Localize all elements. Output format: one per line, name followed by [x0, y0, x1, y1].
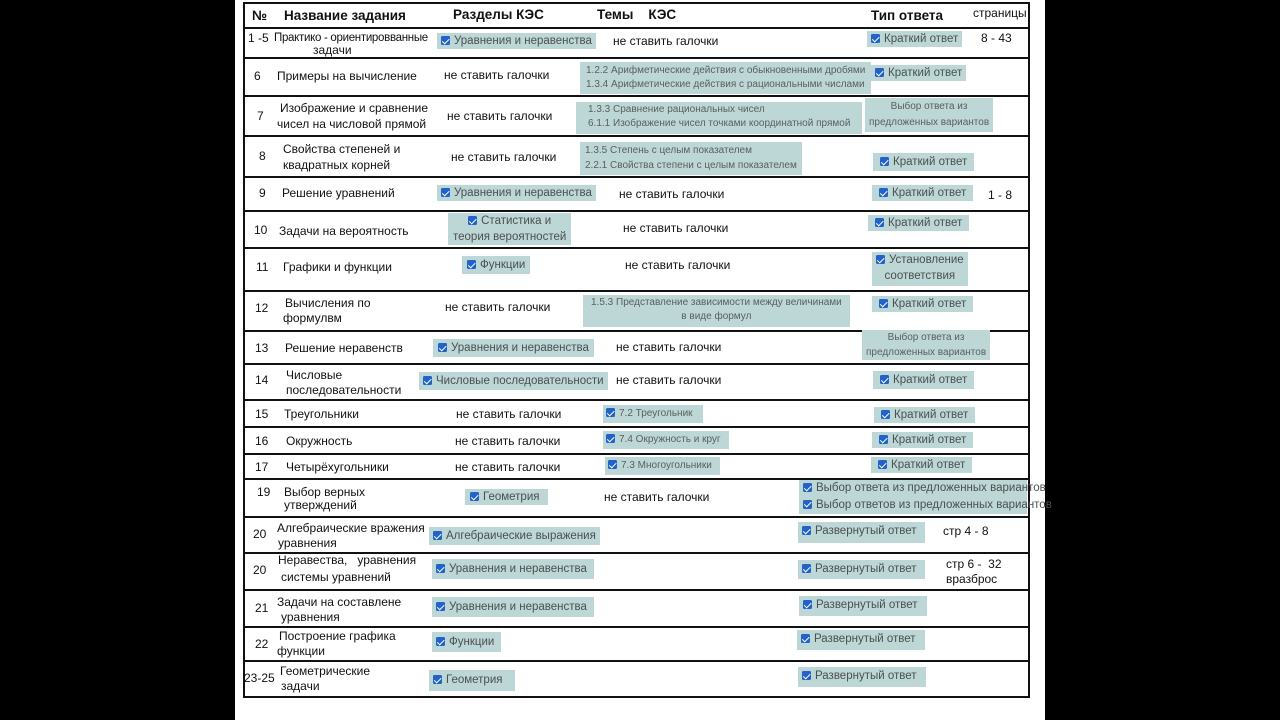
task-name: Выбор верных	[284, 485, 366, 499]
checkbox-checked-icon[interactable]	[803, 600, 812, 609]
tag-label: Числовые последовательности	[436, 375, 604, 387]
tag-label: Функции	[480, 259, 526, 271]
row-number: 12	[255, 301, 269, 315]
topic-note: не ставить галочки	[604, 490, 710, 504]
kes-section-tag[interactable]	[429, 670, 515, 691]
topic-line: 2.2.1 Свойства степени с целым показателем	[585, 160, 797, 171]
task-name: Неравества, уравнения	[278, 553, 417, 567]
row-number: 9	[259, 186, 266, 200]
topic-note: не ставить галочки	[625, 258, 731, 272]
answer-type-tag[interactable]	[871, 65, 966, 81]
tag-label: 7.2 Треугольник	[619, 408, 693, 419]
checkbox-checked-icon[interactable]	[470, 492, 479, 501]
tag-label: Выбор ответов из предложенных вариантов	[816, 498, 1052, 511]
answer-type-tag[interactable]	[865, 98, 993, 132]
answer-type-tag[interactable]	[798, 560, 925, 579]
row-number: 23-25	[244, 671, 275, 685]
tag-label: Краткий ответ	[892, 434, 967, 446]
task-name: Практико - ориентировванные	[274, 32, 428, 44]
tag-label: Краткий ответ	[891, 459, 966, 471]
task-name-line2: функции	[277, 644, 325, 658]
checkbox-checked-icon[interactable]	[441, 188, 450, 197]
tag-label: Выбор ответа из	[887, 332, 965, 343]
section-note: не ставить галочки	[456, 407, 562, 421]
kes-topic-tag[interactable]	[580, 62, 871, 94]
kes-topic-tag[interactable]	[580, 142, 802, 175]
answer-type-tag[interactable]	[798, 522, 925, 543]
tag-label: Краткий ответ	[888, 217, 963, 229]
section-note: не ставить галочки	[455, 434, 561, 448]
row-divider	[243, 426, 1030, 428]
kes-section-tag[interactable]	[432, 597, 594, 617]
tag-label: Функции	[449, 636, 495, 648]
row-number: 22	[255, 637, 269, 651]
checkbox-checked-icon[interactable]	[879, 299, 888, 308]
checkbox-checked-icon[interactable]	[468, 216, 477, 225]
task-name: Изображение и сравнение	[280, 101, 428, 115]
row-divider	[243, 247, 1030, 249]
kes-section-tag[interactable]	[437, 33, 596, 49]
tag-label: 7.4 Окружность и круг	[619, 434, 721, 445]
answer-type-tag[interactable]	[872, 296, 973, 312]
tag-label: Краткий ответ	[892, 298, 967, 310]
topic-line: в виде формул	[681, 311, 752, 322]
tag-label: предложенных вариантов	[866, 347, 987, 358]
checkbox-checked-icon[interactable]	[433, 675, 442, 684]
pages-range: 1 - 8	[988, 188, 1013, 202]
checkbox-checked-icon[interactable]	[802, 564, 811, 573]
tag-label: Статистика и	[481, 215, 552, 227]
pages-range: стр 6 - 32	[946, 557, 1002, 571]
checkbox-checked-icon[interactable]	[802, 526, 811, 535]
row-divider	[243, 516, 1030, 518]
task-name-line2: задачи	[313, 43, 352, 57]
task-name: Числовые	[286, 368, 343, 382]
topic-line: 6.1.1 Изображение чисел точками координатной прямой	[588, 118, 851, 129]
row-number: 21	[255, 601, 269, 615]
answer-type-tag[interactable]	[872, 185, 973, 201]
kes-topic-tag[interactable]	[603, 405, 703, 423]
task-name-line2: уравнения	[278, 536, 337, 550]
tag-label: Уравнения и неравенства	[454, 35, 592, 47]
answer-type-tag[interactable]	[867, 31, 962, 47]
answer-type-tag[interactable]	[872, 432, 973, 448]
tag-label: Развернутый ответ	[815, 525, 917, 537]
row-number: 19	[257, 485, 271, 499]
row-number: 7	[257, 109, 264, 123]
tag-label: Развернутый ответ	[816, 599, 918, 611]
checkbox-checked-icon[interactable]	[880, 157, 889, 166]
header-num: №	[252, 8, 268, 23]
tag-label: Краткий ответ	[892, 187, 967, 199]
kes-section-tag[interactable]	[465, 489, 548, 505]
tag-label: Развернутый ответ	[815, 670, 917, 682]
checkbox-checked-icon[interactable]	[608, 460, 617, 469]
row-number: 16	[255, 434, 269, 448]
task-name: Алгебраические вражения	[277, 521, 425, 535]
checkbox-checked-icon[interactable]	[875, 68, 884, 77]
tag-label: Уравнения и неравенства	[449, 563, 587, 575]
kes-topic-tag[interactable]	[583, 295, 850, 327]
section-note: не ставить галочки	[451, 150, 557, 164]
tag-label: Уравнения и неравенства	[449, 601, 587, 613]
answer-type-tag[interactable]	[862, 330, 990, 360]
tag-label: Краткий ответ	[894, 409, 969, 421]
kes-section-tag[interactable]	[432, 559, 594, 579]
row-number: 1 -5	[248, 31, 269, 45]
tag-label: Краткий ответ	[893, 374, 968, 386]
table-border-left	[243, 2, 245, 698]
row-divider	[243, 57, 1030, 59]
tag-label: Геометрия	[446, 674, 503, 686]
row-divider	[243, 453, 1030, 455]
row-number: 15	[255, 407, 269, 421]
row-divider	[243, 135, 1030, 137]
row-divider	[243, 2, 1030, 4]
checkbox-checked-icon[interactable]	[441, 36, 450, 45]
task-name: Четырёхугольники	[286, 460, 389, 474]
pages-range: стр 4 - 8	[943, 524, 989, 538]
row-divider	[243, 363, 1030, 365]
task-name-line2: уравнения	[281, 610, 340, 624]
row-number: 14	[255, 373, 269, 387]
task-name-line2: последовательности	[286, 383, 402, 397]
task-name-line2: системы уравнений	[281, 570, 391, 584]
answer-type-tag[interactable]	[798, 667, 926, 687]
section-note: не ставить галочки	[444, 68, 550, 82]
row-number: 17	[255, 460, 269, 474]
tag-label: Геометрия	[483, 491, 540, 503]
answer-type-tag[interactable]	[868, 215, 969, 231]
answer-type-tag[interactable]	[799, 596, 927, 616]
checkbox-checked-icon[interactable]	[871, 34, 880, 43]
tag-label: 7.3 Многоугольники	[621, 460, 712, 471]
checkbox-checked-icon[interactable]	[803, 500, 812, 509]
answer-type-tag[interactable]	[799, 480, 1052, 514]
task-name: Примеры на вычисление	[277, 69, 417, 83]
checkbox-checked-icon[interactable]	[880, 375, 889, 384]
task-name-line2: формулвм	[283, 311, 342, 325]
task-name: Построение графика	[279, 629, 396, 643]
tag-label: теория вероятностей	[453, 231, 567, 243]
topic-note: не ставить галочки	[623, 221, 729, 235]
row-number: 20	[253, 527, 267, 541]
row-divider	[243, 399, 1030, 401]
header-kes-sections: Разделы КЭС	[453, 7, 544, 22]
kes-section-tag[interactable]	[429, 527, 600, 545]
topic-line: 1.3.5 Степень с целым показателем	[585, 145, 752, 156]
tag-label: Установление	[889, 254, 964, 266]
answer-type-tag[interactable]	[871, 457, 972, 473]
task-name: Задачи на вероятность	[279, 224, 409, 238]
task-name-line2: квадратных корней	[283, 158, 391, 172]
task-name: Свойства степеней и	[283, 142, 401, 156]
kes-topic-tag[interactable]	[603, 431, 729, 449]
task-name: Решение уравнений	[282, 186, 395, 200]
answer-type-tag[interactable]	[873, 371, 974, 389]
header-task-name: Название задания	[284, 8, 406, 23]
row-divider	[243, 210, 1030, 212]
kes-section-tag[interactable]	[433, 339, 594, 357]
header-kes-topics: Темы КЭС	[597, 7, 677, 22]
checkbox-checked-icon[interactable]	[436, 637, 445, 646]
topic-note: не ставить галочки	[616, 373, 722, 387]
header-answer-type: Тип ответа	[871, 8, 944, 23]
topic-line: 1.3.3 Сравнение рациональных чисел	[588, 104, 765, 115]
checkbox-checked-icon[interactable]	[438, 343, 447, 352]
row-number: 13	[255, 341, 269, 355]
tag-label: Краткий ответ	[888, 67, 963, 79]
tag-label: Развернутый ответ	[814, 633, 916, 645]
tag-label: Уравнения и неравенства	[454, 187, 592, 199]
tag-label: Уравнения и неравенства	[451, 342, 589, 354]
task-name: Решение неравенств	[285, 341, 403, 355]
kes-section-tag[interactable]	[432, 632, 501, 652]
topic-line: 1.2.2 Арифметические действия с обыкновенными дробями	[586, 65, 866, 76]
task-name-line2: задачи	[281, 679, 320, 693]
section-note: не ставить галочки	[455, 460, 561, 474]
row-divider	[243, 660, 1030, 662]
checkbox-checked-icon[interactable]	[803, 483, 812, 492]
pages-note: вразброс	[946, 572, 998, 586]
checkbox-checked-icon[interactable]	[423, 376, 432, 385]
task-name: Задачи на составлене	[277, 595, 402, 609]
answer-type-tag[interactable]	[872, 252, 968, 286]
kes-table-page	[235, 0, 1052, 720]
row-number: 8	[259, 149, 266, 163]
tag-label: Краткий ответ	[893, 156, 968, 168]
task-name-line2: чисел на числовой прямой	[277, 117, 427, 131]
row-number: 6	[254, 69, 261, 83]
row-divider	[243, 290, 1030, 292]
checkbox-checked-icon[interactable]	[881, 410, 890, 419]
kes-section-tag[interactable]	[448, 213, 571, 245]
task-name-line2: утверждений	[284, 498, 357, 512]
row-number: 20	[253, 563, 267, 577]
tag-label: Выбор ответа из предложенных вариантов	[816, 482, 1046, 494]
checkbox-checked-icon[interactable]	[606, 408, 615, 417]
checkbox-checked-icon[interactable]	[436, 602, 445, 611]
kes-section-tag[interactable]	[437, 185, 596, 201]
tag-label: соответствия	[884, 270, 956, 282]
checkbox-checked-icon[interactable]	[802, 671, 811, 680]
kes-section-tag[interactable]	[462, 256, 530, 274]
section-note: не ставить галочки	[445, 300, 551, 314]
row-number: 11	[256, 260, 269, 274]
row-divider	[243, 27, 1030, 29]
tag-label: Краткий ответ	[884, 33, 959, 45]
tag-label: предложенных вариантов	[869, 117, 990, 128]
task-name: Геометрические	[280, 664, 370, 678]
tag-label: Выбор ответа из	[890, 101, 968, 112]
checkbox-checked-icon[interactable]	[875, 218, 884, 227]
topic-note: не ставить галочки	[616, 340, 722, 354]
task-name: Графики и функции	[283, 260, 392, 274]
pages-range: 8 - 43	[981, 31, 1012, 45]
answer-type-tag[interactable]	[797, 630, 925, 650]
topic-note: не ставить галочки	[619, 187, 725, 201]
row-divider	[243, 696, 1030, 698]
topic-note: не ставить галочки	[613, 34, 719, 48]
topic-line: 1.3.4 Арифметические действия с рациональными числами	[586, 79, 865, 90]
row-divider	[243, 589, 1030, 591]
kes-topic-tag[interactable]	[605, 457, 720, 475]
checkbox-checked-icon[interactable]	[606, 434, 615, 443]
row-number: 10	[254, 223, 268, 237]
answer-type-tag[interactable]	[873, 153, 974, 171]
kes-section-tag[interactable]	[419, 372, 608, 390]
table-border-right	[1028, 2, 1030, 698]
checkbox-checked-icon[interactable]	[436, 564, 445, 573]
checkbox-checked-icon[interactable]	[879, 435, 888, 444]
task-name: Окружность	[286, 434, 353, 448]
topic-line: 1.5.3 Представление зависимости между величинами	[591, 297, 842, 308]
checkbox-checked-icon[interactable]	[879, 188, 888, 197]
checkbox-checked-icon[interactable]	[467, 260, 476, 269]
section-note: не ставить галочки	[447, 109, 553, 123]
header-pages: страницы	[973, 6, 1027, 20]
task-name: Треугольники	[284, 407, 359, 421]
checkbox-checked-icon[interactable]	[801, 634, 810, 643]
checkbox-checked-icon[interactable]	[878, 460, 887, 469]
task-name: Вычисления по	[285, 296, 371, 310]
checkbox-checked-icon[interactable]	[433, 531, 442, 540]
row-divider	[243, 176, 1030, 178]
tag-label: Алгебраические выражения	[446, 530, 596, 542]
row-divider	[243, 95, 1030, 97]
kes-topic-tag[interactable]	[576, 102, 862, 134]
tag-label: Развернутый ответ	[815, 563, 917, 575]
row-divider	[243, 626, 1030, 628]
checkbox-checked-icon[interactable]	[876, 255, 885, 264]
answer-type-tag[interactable]	[874, 407, 975, 423]
